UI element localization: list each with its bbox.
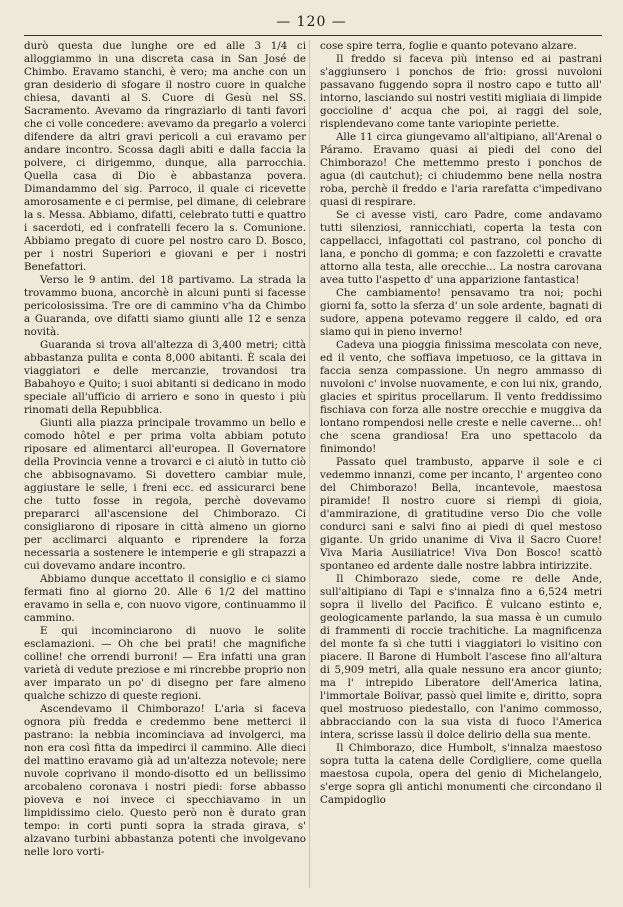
page-number: — 120 — — [276, 14, 347, 30]
paragraph: Il Chimborazo siede, come re delle Ande, sull'altipiano di Tapi e s'innalza fino a 6,524 metri sopra il livello del Pacifico. È vulcano estinto e, geologicamente parlando, la sua massa è un cumulo di frammenti di roccie trachitiche. La magnificenza del monte fa sì che tutti i viaggiatori lo visitino con piacere. Il Barone di Humbolt l'ascese fino all'altura di 5,909 metri, alla quale nessuno era ancor giunto; ma l' intrepido Liberatore dell'America latina, l'immortale Bolivar, passò quel limite e, diritto, sopra quel mostruoso piedestallo, con l'animo commosso, abbracciando con la sua vista di fuoco l'America intera, scrisse lassù il dolce delirio della sua mente. — [320, 573, 602, 741]
paragraph: E qui incominciarono di nuovo le solite esclamazioni. — Oh che bei prati! che magnifiche colline! che orrendi burroni! — Era infatti una gran varietà di vedute preziose e mi rincrebbe proprio non aver imparato un po' di disegno per fare almeno qualche schizzo di queste regioni. — [24, 625, 306, 702]
paragraph: Alle 11 circa giungevamo all'altipiano, all'Arenal o Páramo. Eravamo quasi ai piedi del cono del Chimborazo! Che mettemmo presto i ponchos de agua (di cautchut); ci chiudemmo bene nella nostra roba, perchè il freddo e l'aria rarefatta c'impedivano quasi di respirare. — [320, 131, 602, 208]
header-rule — [24, 35, 602, 36]
paragraph: durò questa due lunghe ore ed alle 3 1/4 ci alloggiammo in una discreta casa in San José de Chimbo. Eravamo stanchi, è vero; ma anche con un gran desiderio di sfogare il nostro cuore in qualche chiesa, davanti al S. Cuore di Gesù nel SS. Sacramento. Avevamo da ringraziarlo di tanti favori che ci volle concedere: avevamo da pregarlo a volerci difendere da altri gravi pericoli a cui eravamo per andare incontro. Scossa dagli abiti e dalla faccia la polvere, ci dirigemmo, dunque, alla parrocchia. Quella casa di Dio è abbastanza povera. Dimandammo del sig. Parroco, il quale ci ricevette amorosamente e ci permise, pel dimane, di celebrare la s. Messa. Abbiamo, difatti, celebrato tutti e quattro i sacerdoti, ed i confratelli fecero la s. Comunione. Abbiamo pregato di cuore pel nostro caro D. Bosco, per i nostri Superiori e giovani e per i nostri Benefattori. — [24, 40, 306, 273]
paragraph: Abbiamo dunque accettato il consiglio e ci siamo fermati fino al giorno 20. Alle 6 1/2 del mattino eravamo in sella e, con nuovo vigore, continuammo il cammino. — [24, 573, 306, 624]
paragraph: Cadeva una pioggia finissima mescolata con neve, ed il vento, che soffiava impetuoso, ce la gittava in faccia senza compassione. Un negro ammasso di nuvoloni c' involse nuovamente, e con lui nix, grando, glacies et spiritus procellarum. Il vento freddissimo fischiava con forza alle nostre orecchie e muggiva da lontano rompendosi nelle creste e nelle caverne... oh! che scena grandiosa! Era uno spettacolo da finimondo! — [320, 339, 602, 455]
paragraph: Se ci avesse visti, caro Padre, come andavamo tutti silenziosi, rannicchiati, coperta la testa con cappellacci, infagottati col pastrano, col poncho di lana, e poncho di gomma; e con fazzoletti e cravatte attorno alla testa, alle orecchie... La nostra carovana avea tutto l'aspetto d' una apparizione fantastica! — [320, 209, 602, 286]
paragraph: cose spire terra, foglie e quanto potevano alzare. — [320, 40, 577, 52]
paragraph: Passato quel trambusto, apparve il sole e ci vedemmo innanzi, come per incanto, l' argenteo cono del Chimborazo! Bella, incantevole, maestosa piramide! Il nostro cuore si riempì di gioia, d'ammirazione, di gratitudine verso Dio che volle condurci sani e salvi fino ai piedi di quel mestoso gigante. Un grido unanime di Viva il Sacro Cuore! Viva Maria Ausiliatrice! Viva Don Bosco! scattò spontaneo ed ardente dalle nostre labbra intirizzite. — [320, 456, 602, 572]
paragraph: Che cambiamento! pensavamo tra noi; pochi giorni fa, sotto la sferza d' un sole ardente, bagnati di sudore, appena potevamo reggere il caldo, ed ora siamo qui in pieno inverno! — [320, 287, 602, 338]
left-column — [24, 40, 306, 859]
paragraph: Giunti alla piazza principale trovammo un bello e comodo hôtel e per prima volta abbiam potuto riposare ed alimentarci all'europea. Il Governatore della Provincia venne a trovarci e ci aiutò in tutto ciò che abbisognavamo. Si dovettero cambiar mule, aggiustare le selle, i freni ecc. ed assicurarci bene che tutto fosse in regola, perchè dovevamo prepararci all'ascensione del Chimborazo. Ci consigliarono di riposare in città almeno un giorno per acclimarci alquanto e riprendere la forza necessaria a sostenere le intemperie e gli strapazzi a cui dovevamo andare incontro. — [24, 417, 306, 572]
paragraph: Verso le 9 antim. del 18 partivamo. La strada la trovammo buona, ancorchè in alcuni punti si facesse pericolosissima. Tre ore di cammino v'ha da Chimbo a Guaranda, ove difatti siamo giunti alle 12 e senza novità. — [24, 274, 306, 338]
column-separator — [309, 40, 310, 888]
right-column — [320, 40, 602, 807]
paragraph: Il freddo si faceva più intenso ed ai pastrani s'aggiunsero i ponchos de frio: grossi nuvoloni passavano fuggendo sopra il nostro capo e tutto all' intorno, lasciando sui nostri vestiti migliaia di limpide goccioline d' acqua che poi, ai raggi del sole, risplendevano come tante variopinte periette. — [320, 53, 602, 130]
paragraph: Guaranda si trova all'altezza di 3,400 metri; città abbastanza pulita e conta 8,000 abitanti. È scala dei viaggiatori e delle mercanzie, trovandosi tra Babahoyo e Quito; i suoi abitanti si dedicano in modo speciale all'ufficio di arriero e sono in questo i più rinomati della Repubblica. — [24, 339, 306, 416]
paragraph: Ascendevamo il Chimborazo! L'aria si faceva ognora più fredda e credemmo bene metterci il pastrano: la nebbia incominciava ad involgerci, ma non era così fitta da impedirci il cammino. Alle dieci del mattino eravamo già ad un'altezza notevole; nere nuvole coprivano il mondo-disotto ed un bellissimo arcobaleno coronava i nostri piedi: forse abbasso pioveva e noi invece ci specchiavamo in un limpidissimo cielo. Questo però non è durato gran tempo: in corti punti sopra la strada girava, s' alzavano turbini abbastanza potenti che involgevano nelle loro vorti- — [24, 703, 306, 858]
paragraph: Il Chimborazo, dice Humbolt, s'innalza maestoso sopra tutta la catena delle Cordigliere, come quella maestosa cupola, opera del genio di Michelangelo, s'erge sopra gli antichi monumenti che circondano il Campidoglio — [320, 742, 602, 806]
